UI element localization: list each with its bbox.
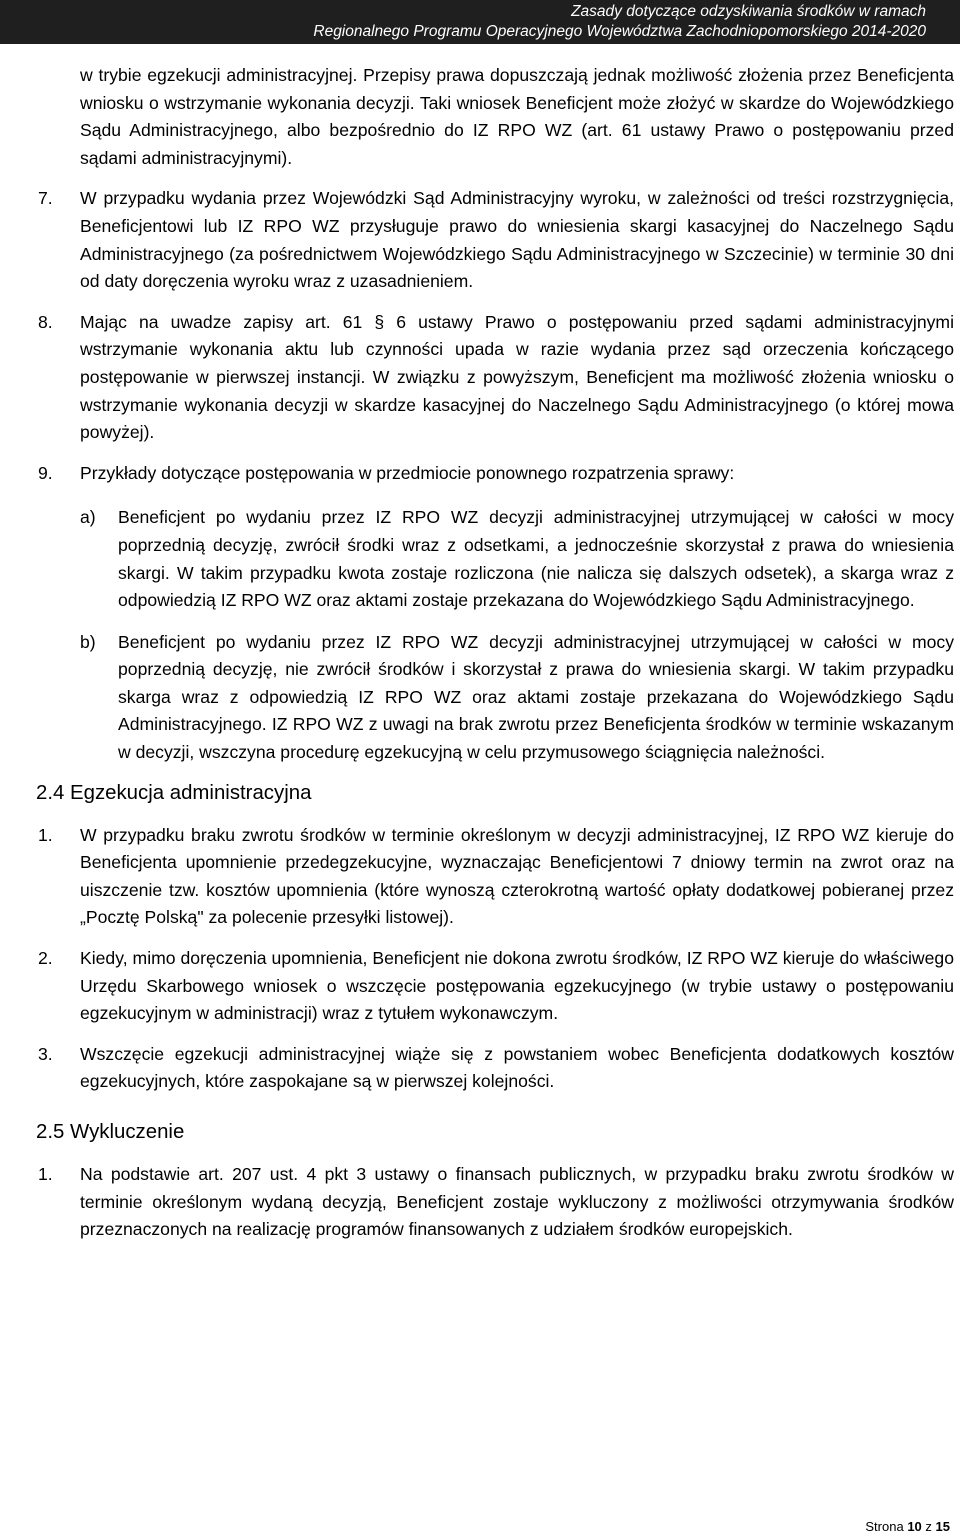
list-item-text: Mając na uwadze zapisy art. 61 § 6 ustawy Prawo o postępowaniu przed sądami administracyjnymi wstrzymanie wykonania aktu lub czynności upada w razie wydania przez sąd orzeczenia kończącego postępowanie w pierwszej instancji. W związku z powyższym, Beneficjent ma możliwość złożenia wniosku o wstrzymanie wykonania decyzji w skardze kasacyjnej do Naczelnego Sądu Administracyjnego (o której mowa powyżej). [80,311,954,443]
section-heading: 2.5 Wykluczenie [36,1121,185,1143]
document-body [0,62,960,1244]
list-item [38,822,954,932]
list-item [38,1041,954,1096]
list-item [38,460,954,488]
header-line-2: Regionalnego Programu Operacyjnego Województwa Zachodniopomorskiego 2014-2020 [313,23,926,40]
page-current: 10 [907,1519,922,1534]
list-item-text: Kiedy, mimo doręczenia upomnienia, Beneficjent nie dokona zwrotu środków, IZ RPO WZ kieruje do właściwego Urzędu Skarbowego wniosek o wszczęcie postępowania egzekucyjnego (w trybie ustawy o postępowaniu egzekucyjnym w administracji) wraz z tytułem wykonawczym. [80,948,954,1024]
page-separator: z [925,1519,932,1534]
list-item-text: Na podstawie art. 207 ust. 4 pkt 3 ustawy o finansach publicznych, w przypadku braku zwrotu środków w terminie określonym wydaną decyzją, Beneficjent zostaje wykluczony z możliwości otrzymywania środków przeznaczonych na realizację programów finansowanych z udziałem środków europejskich. [80,1164,954,1240]
page-label: Strona [865,1519,904,1534]
list-item-text: Wszczęcie egzekucji administracyjnej wiąże się z powstaniem wobec Beneficjenta dodatkowych kosztów egzekucyjnych, które zaspokajane są w pierwszej kolejności. [80,1043,954,1092]
list-item [38,309,954,447]
list-item-number: 9. [38,462,53,483]
section-heading: 2.4 Egzekucja administracyjna [36,781,312,804]
sub-list-item [80,504,954,614]
list-item [38,185,954,295]
sub-list-item-text: Beneficjent po wydaniu przez IZ RPO WZ decyzji administracyjnej utrzymującej w całości w mocy poprzednią decyzję, nie zwrócił środków i skorzystał z prawa do wniesienia skargi. W takim przypadku skarga wraz z odpowiedzią IZ RPO WZ oraz aktami zostaje przekazana do Wojewódzkiego Sądu Administracyjnego. IZ RPO WZ z uwagi na brak zwrotu przez Beneficjenta środków w terminie wskazanym w decyzji, wszczyna procedurę egzekucyjną w celu przymusowego ściągnięcia należności. [118,631,954,763]
list-item [38,945,954,1028]
list-item-text: W przypadku braku zwrotu środków w terminie określonym w decyzji administracyjnej, IZ RPO WZ kieruje do Beneficjenta upomnienie przedegzekucyjne, wyznaczając Beneficjentowi 7 dniowy termin na zwrot oraz na uiszczenie tzw. kosztów upomnienia (które wynoszą czterokrotną wartość opłaty dodatkowej pobieranej przez „Pocztę Polską" za polecenie przesyłki listowej). [80,824,954,928]
list-item-number: 2. [38,948,53,969]
list-item-number: 7. [38,188,53,209]
document-header [0,0,960,44]
header-line-1: Zasady dotyczące odzyskiwania środków w ramach [571,3,926,20]
sub-list-item-text: Beneficjent po wydaniu przez IZ RPO WZ decyzji administracyjnej utrzymującej w całości w mocy poprzednią decyzję, zwrócił środki wraz z odsetkami, a jednocześnie skorzystał z prawa do wniesienia skargi. W takim przypadku kwota zostaje rozliczona (nie nalicza się dalszych odsetek), a skarga wraz z odpowiedzią IZ RPO WZ oraz aktami zostaje przekazana do Wojewódzkiego Sądu Administracyjnego. [118,507,954,611]
page-number [865,1519,950,1535]
list-item-number: 3. [38,1043,53,1064]
list-item-text: W przypadku wydania przez Wojewódzki Sąd Administracyjny wyroku, w zależności od treści rozstrzygnięcia, Beneficjentowi lub IZ RPO WZ przysługuje prawo do wniesienia skargi kasacyjnej do Naczelnego Sądu Administracyjnego (za pośrednictwem Wojewódzkiego Sądu Administracyjnego w Szczecinie) w terminie 30 dni od daty doręczenia wyroku wraz z uzasadnieniem. [80,188,954,292]
list-item-number: 1. [38,824,53,845]
list-item-number: 1. [38,1164,53,1184]
list-item [38,1161,954,1244]
sub-list-item-letter: b) [80,631,96,652]
intro-paragraph: w trybie egzekucji administracyjnej. Przepisy prawa dopuszczają jednak możliwość złożenia przez Beneficjenta wniosku o wstrzymanie wykonania decyzji. Taki wniosek Beneficjent może złożyć w skardze do Wojewódzkiego Sądu Administracyjnego, albo bezpośrednio do IZ RPO WZ (art. 61 ustawy Prawo o postępowaniu przed sądami administracyjnymi). [80,65,954,168]
sub-list-item [80,629,954,767]
list-item-text: Przykłady dotyczące postępowania w przedmiocie ponownego rozpatrzenia sprawy: [80,462,735,483]
sub-list-item-letter: a) [80,507,96,528]
page-total: 15 [935,1519,950,1534]
list-item-number: 8. [38,311,53,332]
